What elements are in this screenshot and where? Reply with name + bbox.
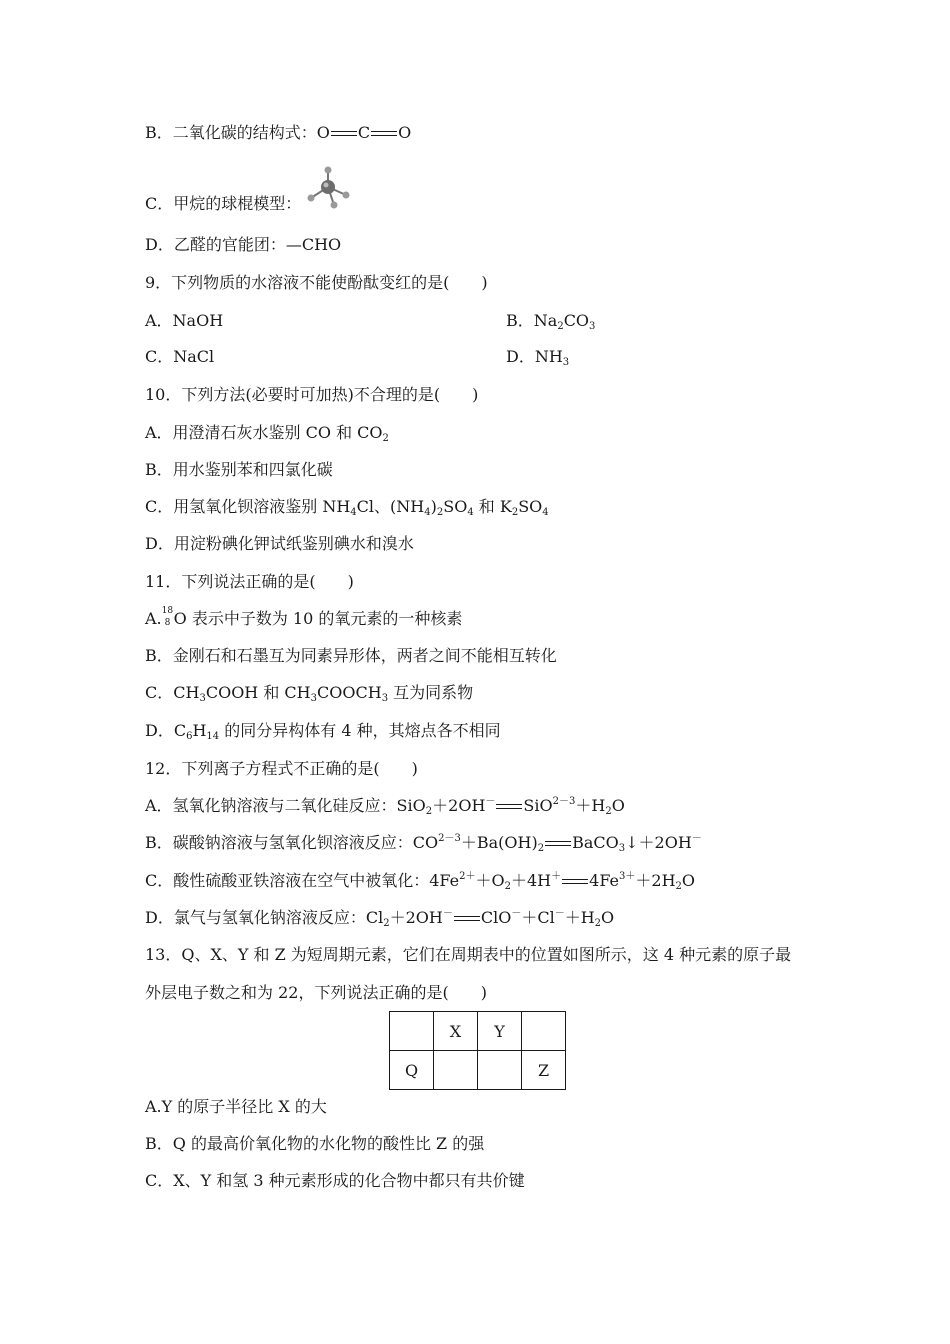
q8-option-c: C．甲烷的球棍模型： xyxy=(145,194,302,213)
q8-option-d: D．乙醛的官能团：—CHO xyxy=(145,235,342,254)
q13-option-b: B．Q 的最高价氧化物的水化物的酸性比 Z 的强 xyxy=(145,1134,485,1153)
q10-stem: 10．下列方法(必要时可加热)不合理的是( ) xyxy=(145,385,479,404)
table-cell xyxy=(522,1012,566,1051)
q10-option-c: C．用氢氧化钡溶液鉴别 $NH_4Cl$、$(NH_4)_2SO_4$ 和 $K_2SO_4$ xyxy=(145,497,549,518)
table-cell xyxy=(434,1051,478,1090)
q9-option-a: A．NaOH xyxy=(145,311,224,330)
q9-option-b: B．$Na_2CO_3$ xyxy=(506,311,596,332)
q12-stem: 12．下列离子方程式不正确的是( ) xyxy=(145,759,418,778)
q12-option-c: C．酸性硫酸亚铁溶液在空气中被氧化：$4Fe^{2+}+O_2+4H^+$ $4Fe^{3+}+2H_2O$ xyxy=(145,871,696,892)
q10-option-a: A．用澄清石灰水鉴别 CO 和 $CO_2$ xyxy=(145,423,389,444)
q11-option-c: C．$CH_3COOH$ 和 $CH_3COOCH_3$ 互为同系物 xyxy=(145,683,474,704)
table-row xyxy=(390,1051,566,1090)
equals-sign xyxy=(496,804,522,809)
q11-option-b: B．金刚石和石墨互为同素异形体，两者之间不能相互转化 xyxy=(145,646,557,665)
q13-stem-line2: 外层电子数之和为 22，下列说法正确的是( ) xyxy=(145,983,487,1002)
q13-option-a: A.Y 的原子半径比 X 的大 xyxy=(145,1097,327,1116)
table-cell xyxy=(478,1051,522,1090)
methane-ball-stick-model-icon xyxy=(304,165,354,211)
q9-option-c: C．NaCl xyxy=(145,347,215,366)
q11-stem: 11．下列说法正确的是( ) xyxy=(145,572,354,591)
table-cell: X xyxy=(434,1012,478,1051)
table-row xyxy=(390,1012,566,1051)
q11-option-a: A. 18 8 O 表示中子数为 10 的氧元素的一种核素 xyxy=(145,605,463,628)
q12-option-b: B．碳酸钠溶液与氢氧化钡溶液反应：$CO^{2-3}+Ba(OH)_2$ BaCO$_3$↓＋2OH－ xyxy=(145,833,702,854)
double-bond xyxy=(331,131,357,136)
q10-option-b: B．用水鉴别苯和四氯化碳 xyxy=(145,460,333,479)
periodic-table-fragment xyxy=(389,1011,566,1090)
table-cell: Y xyxy=(478,1012,522,1051)
q8-option-b: B．二氧化碳的结构式：O C O xyxy=(145,123,412,142)
equals-sign xyxy=(562,879,588,884)
table-cell xyxy=(390,1012,434,1051)
q9-stem: 9．下列物质的水溶液不能使酚酞变红的是( ) xyxy=(145,273,488,292)
double-bond xyxy=(371,131,397,136)
equals-sign xyxy=(454,916,480,921)
isotope-notation: 18 8 xyxy=(161,605,174,628)
table-cell: Z xyxy=(522,1051,566,1090)
q12-option-d: D．氯气与氢氧化钠溶液反应：$Cl_2+2OH^-$ $ClO^-+Cl^-+H_2O$ xyxy=(145,908,615,929)
q12-option-a: A．氢氧化钠溶液与二氧化硅反应：SiO$_2$＋2OH－ $SiO^{2-3}+H_2O$ xyxy=(145,796,625,817)
q9-option-d: D．$NH_3$ xyxy=(506,347,570,368)
q11-option-d: D．$C_6H_{14}$ 的同分异构体有 4 种，其熔点各不相同 xyxy=(145,721,501,742)
q13-stem-line1: 13．Q、X、Y 和 Z 为短周期元素，它们在周期表中的位置如图所示，这 4 种元素的原子最 xyxy=(145,945,792,964)
q10-option-d: D．用淀粉碘化钾试纸鉴别碘水和溴水 xyxy=(145,534,414,553)
equals-sign xyxy=(545,841,571,846)
table-cell: Q xyxy=(390,1051,434,1090)
q13-option-c: C．X、Y 和氢 3 种元素形成的化合物中都只有共价键 xyxy=(145,1171,525,1190)
